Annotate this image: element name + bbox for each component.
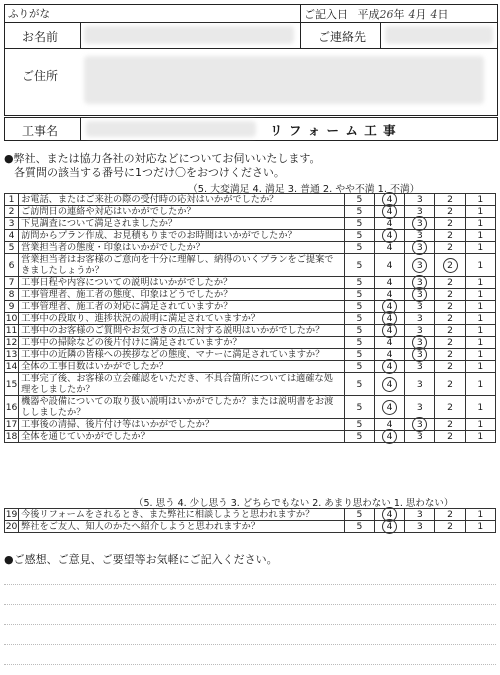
score-value: 1 [477, 378, 484, 390]
question-text: 下見調査について満足されましたか？ [19, 218, 345, 230]
score-option[interactable] [435, 325, 465, 337]
question-number: 3 [5, 218, 19, 230]
question-text: 訪問からプラン作成、お見積もりまでのお時間はいかがでしたか？ [19, 230, 345, 242]
question-number: 9 [5, 301, 19, 313]
score-value: 3 [416, 401, 423, 413]
score-option[interactable] [435, 373, 465, 396]
score-option[interactable] [435, 509, 465, 521]
score-option[interactable] [344, 206, 374, 218]
score-option[interactable] [435, 521, 465, 533]
score-value: 1 [477, 194, 484, 205]
score-value: 3 [416, 301, 423, 312]
score-value: 5 [356, 194, 363, 205]
score-value: 5 [356, 259, 363, 271]
comment-line [4, 644, 496, 645]
score-value: 2 [447, 361, 453, 372]
redacted-work-name [86, 121, 256, 137]
score-option[interactable] [344, 396, 374, 419]
score-option[interactable] [465, 325, 495, 337]
question-row [5, 431, 496, 443]
score-value: 3 [416, 325, 423, 336]
selected-score-circle: 3 [412, 417, 427, 432]
question-text: 工事管理者、施工者の対応に満足されていますか？ [19, 301, 345, 313]
divider [4, 48, 497, 49]
score-option[interactable] [344, 254, 374, 277]
score-value: 1 [477, 218, 484, 229]
score-value: 4 [386, 349, 393, 360]
comment-line [4, 604, 496, 605]
score-value: 1 [477, 301, 484, 312]
score-option[interactable] [465, 373, 495, 396]
score-option[interactable] [465, 254, 495, 277]
selected-score-circle: 4 [382, 323, 397, 338]
question-text: 機器や設備についての取り扱い説明はいかがでしたか？または説明書をお渡ししましたか？ [19, 396, 345, 419]
score-option[interactable] [344, 218, 374, 230]
selected-score-circle: 4 [382, 507, 397, 522]
score-value: 1 [477, 337, 484, 348]
score-option[interactable] [465, 218, 495, 230]
question-row [5, 289, 496, 301]
score-value: 2 [447, 431, 453, 442]
question-row [5, 521, 496, 533]
selected-score-circle: 4 [382, 299, 397, 314]
score-option[interactable] [344, 230, 374, 242]
score-option[interactable] [405, 509, 435, 521]
question-row [5, 419, 496, 431]
comment-line [4, 584, 496, 585]
question-text: 工事中の段取り、進捗状況の説明に満足されていますか？ [19, 313, 345, 325]
question-number: 7 [5, 277, 19, 289]
question-row [5, 349, 496, 361]
divider [4, 22, 497, 23]
score-option[interactable] [344, 361, 374, 373]
question-text: 工事後の清掃、後片付け等はいかがでしたか？ [19, 419, 345, 431]
score-option[interactable] [465, 509, 495, 521]
score-option[interactable] [465, 521, 495, 533]
score-option[interactable] [405, 396, 435, 419]
entry-date: ご記入日 平成26年 4月 4日 [304, 8, 449, 21]
score-option[interactable] [435, 419, 465, 431]
score-option[interactable] [405, 289, 435, 301]
question-row [5, 509, 496, 521]
question-number: 12 [5, 337, 18, 348]
score-option[interactable] [435, 206, 465, 218]
score-value: 3 [416, 509, 423, 520]
selected-score-circle: 2 [443, 258, 458, 273]
score-value: 1 [477, 242, 484, 253]
score-value: 5 [356, 349, 363, 360]
score-option[interactable] [465, 361, 495, 373]
score-option[interactable] [435, 349, 465, 361]
score-value: 2 [447, 289, 453, 300]
score-option[interactable] [344, 277, 374, 289]
selected-score-circle: 4 [382, 377, 397, 392]
score-value: 1 [477, 289, 484, 300]
selected-score-circle: 4 [382, 192, 397, 207]
score-option[interactable] [374, 373, 404, 396]
score-value: 1 [477, 277, 484, 288]
score-option[interactable] [405, 521, 435, 533]
work-name-label: 工事名 [22, 124, 59, 138]
redacted-contact [385, 26, 493, 44]
selected-score-circle: 3 [412, 275, 427, 290]
score-option[interactable] [344, 242, 374, 254]
address-label: ご住所 [22, 69, 59, 83]
score-option[interactable] [405, 373, 435, 396]
score-value: 1 [477, 419, 484, 430]
score-value: 5 [356, 242, 363, 253]
score-value: 5 [356, 401, 363, 413]
score-option[interactable] [374, 277, 404, 289]
selected-score-circle: 4 [382, 359, 397, 374]
score-option[interactable] [374, 230, 404, 242]
question-row [5, 218, 496, 230]
score-value: 3 [416, 521, 423, 532]
score-option[interactable] [435, 361, 465, 373]
score-value: 1 [477, 206, 484, 217]
score-value: 5 [356, 431, 363, 442]
score-option[interactable] [344, 509, 374, 521]
score-option[interactable] [344, 194, 374, 206]
selected-score-circle: 3 [412, 240, 427, 255]
score-option[interactable] [435, 289, 465, 301]
score-value: 2 [447, 301, 453, 312]
score-value: 1 [477, 431, 484, 442]
score-value: 4 [386, 218, 393, 229]
question-text: ご訪問日の連絡や対応はいかがでしたか？ [19, 206, 345, 218]
intro-line1: ●弊社、または協力各社の対応などについてお伺いいたします。 [4, 152, 321, 165]
question-number: 6 [5, 254, 19, 277]
score-value: 4 [386, 259, 393, 271]
score-option[interactable] [465, 206, 495, 218]
score-option[interactable] [465, 194, 495, 206]
score-option[interactable] [374, 242, 404, 254]
selected-score-circle: 3 [412, 216, 427, 231]
score-option[interactable] [435, 242, 465, 254]
score-option[interactable] [435, 218, 465, 230]
question-row [5, 194, 496, 206]
score-option[interactable] [405, 313, 435, 325]
score-value: 3 [416, 431, 423, 442]
question-number: 17 [5, 419, 18, 430]
comment-line [4, 624, 496, 625]
question-text: 弊社をご友人、知人のかたへ紹介しようと思われますか？ [19, 521, 345, 533]
comment-line [4, 664, 496, 665]
score-value: 2 [447, 277, 453, 288]
score-value: 5 [356, 230, 363, 241]
score-value: 1 [477, 325, 484, 336]
selected-score-circle: 4 [382, 311, 397, 326]
score-option[interactable] [374, 361, 404, 373]
furigana-label: ふりがな [8, 8, 50, 20]
selected-score-circle: 4 [382, 519, 397, 534]
score-value: 2 [447, 206, 453, 217]
question-row [5, 361, 496, 373]
score-option[interactable] [405, 431, 435, 443]
question-number: 8 [5, 289, 19, 301]
score-option[interactable] [344, 419, 374, 431]
selected-score-circle: 4 [382, 429, 397, 444]
score-option[interactable] [435, 230, 465, 242]
score-option[interactable] [465, 242, 495, 254]
question-text: 工事中のお客様のご質問やお気づきの点に対する説明はいかがでしたか？ [19, 325, 345, 337]
score-value: 4 [386, 337, 393, 348]
selected-score-circle: 3 [412, 258, 427, 273]
question-text: 全体の工事日数はいかがでしたか？ [19, 361, 345, 373]
question-row [5, 242, 496, 254]
score-value: 5 [356, 206, 363, 217]
score-value: 1 [477, 361, 484, 372]
score-value: 5 [356, 361, 363, 372]
divider [80, 117, 81, 141]
question-number: 14 [5, 361, 18, 372]
question-row [5, 254, 496, 277]
score-option[interactable] [344, 301, 374, 313]
score-value: 3 [416, 194, 423, 205]
question-text: 工事中の掃除などの後片付けに満足されていますか？ [19, 337, 345, 349]
question-number: 16 [5, 396, 19, 419]
score-option[interactable] [465, 313, 495, 325]
intro-line2: 各質問の該当する番号に1つだけ〇をおつけください。 [14, 166, 285, 179]
score-value: 4 [386, 419, 393, 430]
score-value: 5 [356, 337, 363, 348]
score-value: 2 [447, 521, 453, 532]
score-value: 2 [447, 313, 453, 324]
score-value: 5 [356, 521, 363, 532]
scale-legend-1: （5. 大変満足 4. 満足 3. 普通 2. やや不満 1. 不満） [188, 184, 420, 195]
score-value: 1 [477, 259, 484, 271]
contact-label: ご連絡先 [318, 30, 367, 44]
question-text: 今後リフォームをされるとき、また弊社に相談しようと思われますか？ [19, 509, 345, 521]
score-option[interactable] [465, 230, 495, 242]
question-text: 工事管理者、施工者の態度、印象はどうでしたか？ [19, 289, 345, 301]
score-value: 2 [447, 349, 453, 360]
question-number: 19 [5, 509, 18, 520]
score-value: 4 [386, 242, 393, 253]
comments-prompt: ●ご感想、ご意見、ご要望等お気軽にご記入ください。 [4, 553, 278, 566]
score-option[interactable] [374, 254, 404, 277]
score-option[interactable] [344, 349, 374, 361]
score-option[interactable] [344, 313, 374, 325]
score-option[interactable] [374, 337, 404, 349]
selected-score-circle: 3 [412, 347, 427, 362]
score-value: 2 [447, 401, 453, 413]
score-option[interactable] [465, 277, 495, 289]
score-option[interactable] [405, 254, 435, 277]
question-number: 20 [5, 521, 18, 532]
score-value: 2 [447, 218, 453, 229]
score-option[interactable] [374, 206, 404, 218]
question-row [5, 373, 496, 396]
selected-score-circle: 4 [382, 228, 397, 243]
question-text: 工事完了後、お客様の立会確認をいただき、不具合箇所については適確な処理をしましたか？ [19, 373, 345, 396]
question-text: 全体を通じていかがでしたか？ [19, 431, 345, 443]
question-row [5, 313, 496, 325]
score-option[interactable] [405, 361, 435, 373]
score-value: 1 [477, 401, 484, 413]
score-value: 3 [416, 378, 423, 390]
score-value: 3 [416, 313, 423, 324]
score-value: 1 [477, 313, 484, 324]
question-row [5, 396, 496, 419]
question-number: 11 [5, 325, 18, 336]
score-value: 2 [447, 509, 453, 520]
score-option[interactable] [465, 289, 495, 301]
score-value: 5 [356, 378, 363, 390]
divider [380, 22, 381, 48]
score-value: 2 [447, 230, 453, 241]
score-value: 5 [356, 277, 363, 288]
question-number: 15 [5, 373, 19, 396]
score-option[interactable] [344, 431, 374, 443]
score-option[interactable] [344, 521, 374, 533]
score-option[interactable] [405, 419, 435, 431]
score-option[interactable] [344, 337, 374, 349]
score-option[interactable] [374, 431, 404, 443]
score-value: 5 [356, 218, 363, 229]
score-option[interactable] [465, 349, 495, 361]
score-option[interactable] [405, 194, 435, 206]
question-text: 営業担当者の態度・印象はいかがでしたか？ [19, 242, 345, 254]
score-value: 1 [477, 349, 484, 360]
selected-score-circle: 3 [412, 287, 427, 302]
score-option[interactable] [435, 431, 465, 443]
question-text: 工事中の近隣の皆様への挨拶などの態度、マナーに満足されていますか？ [19, 349, 345, 361]
score-value: 5 [356, 419, 363, 430]
score-value: 2 [447, 419, 453, 430]
questions-table-2 [4, 508, 496, 533]
score-option[interactable] [435, 301, 465, 313]
question-number: 4 [5, 230, 19, 242]
divider [300, 4, 301, 48]
question-number: 5 [5, 242, 19, 254]
selected-score-circle: 4 [382, 400, 397, 415]
score-option[interactable] [465, 301, 495, 313]
score-option[interactable] [374, 521, 404, 533]
score-value: 4 [386, 277, 393, 288]
score-option[interactable] [435, 313, 465, 325]
score-option[interactable] [405, 301, 435, 313]
score-option[interactable] [465, 396, 495, 419]
score-value: 2 [447, 194, 453, 205]
question-number: 2 [5, 206, 19, 218]
question-number: 13 [5, 349, 18, 360]
redacted-address [84, 56, 484, 104]
redacted-name [84, 26, 294, 44]
score-option[interactable] [435, 396, 465, 419]
question-number: 18 [5, 431, 18, 442]
score-value: 5 [356, 509, 363, 520]
question-number: 1 [5, 194, 19, 206]
score-option[interactable] [465, 419, 495, 431]
score-value: 5 [356, 325, 363, 336]
score-value: 5 [356, 313, 363, 324]
score-option[interactable] [344, 373, 374, 396]
divider [80, 22, 81, 48]
work-name-title: リ フ ォ ー ム 工 事 [270, 123, 397, 138]
score-value: 3 [416, 206, 423, 217]
score-option[interactable] [465, 431, 495, 443]
score-option[interactable] [344, 325, 374, 337]
score-option[interactable] [405, 242, 435, 254]
score-value: 4 [386, 289, 393, 300]
score-option[interactable] [374, 396, 404, 419]
score-value: 5 [356, 289, 363, 300]
score-value: 3 [416, 361, 423, 372]
score-option[interactable] [435, 277, 465, 289]
score-option[interactable] [435, 194, 465, 206]
score-value: 1 [477, 521, 484, 532]
score-value: 1 [477, 509, 484, 520]
score-value: 2 [447, 337, 453, 348]
questions-table-1 [4, 193, 496, 443]
score-value: 1 [477, 230, 484, 241]
score-option[interactable] [405, 218, 435, 230]
score-option[interactable] [374, 325, 404, 337]
comments-area[interactable] [4, 566, 496, 671]
score-value: 5 [356, 301, 363, 312]
scale-legend-2: （5. 思う 4. 少し思う 3. どちらでもない 2. あまり思わない 1. 思わない） [134, 498, 454, 509]
name-label: お名前 [22, 30, 59, 44]
selected-score-circle: 4 [382, 204, 397, 219]
question-text: 工事日程や内容についての説明はいかがでしたか？ [19, 277, 345, 289]
score-option[interactable] [435, 337, 465, 349]
question-row [5, 301, 496, 313]
question-text: お電話、またはご来社の際の受付時の応対はいかがでしたか？ [19, 194, 345, 206]
score-value: 3 [416, 230, 423, 241]
score-value: 2 [447, 325, 453, 336]
score-option[interactable] [435, 254, 465, 277]
score-option[interactable] [405, 349, 435, 361]
score-value: 2 [447, 378, 453, 390]
score-option[interactable] [344, 289, 374, 301]
score-option[interactable] [465, 337, 495, 349]
question-number: 10 [5, 313, 18, 324]
score-value: 2 [447, 242, 453, 253]
question-text: 営業担当者はお客様のご意向を十分に理解し、納得のいくプランをご提案できましたしょうか？ [19, 254, 345, 277]
selected-score-circle: 3 [412, 335, 427, 350]
